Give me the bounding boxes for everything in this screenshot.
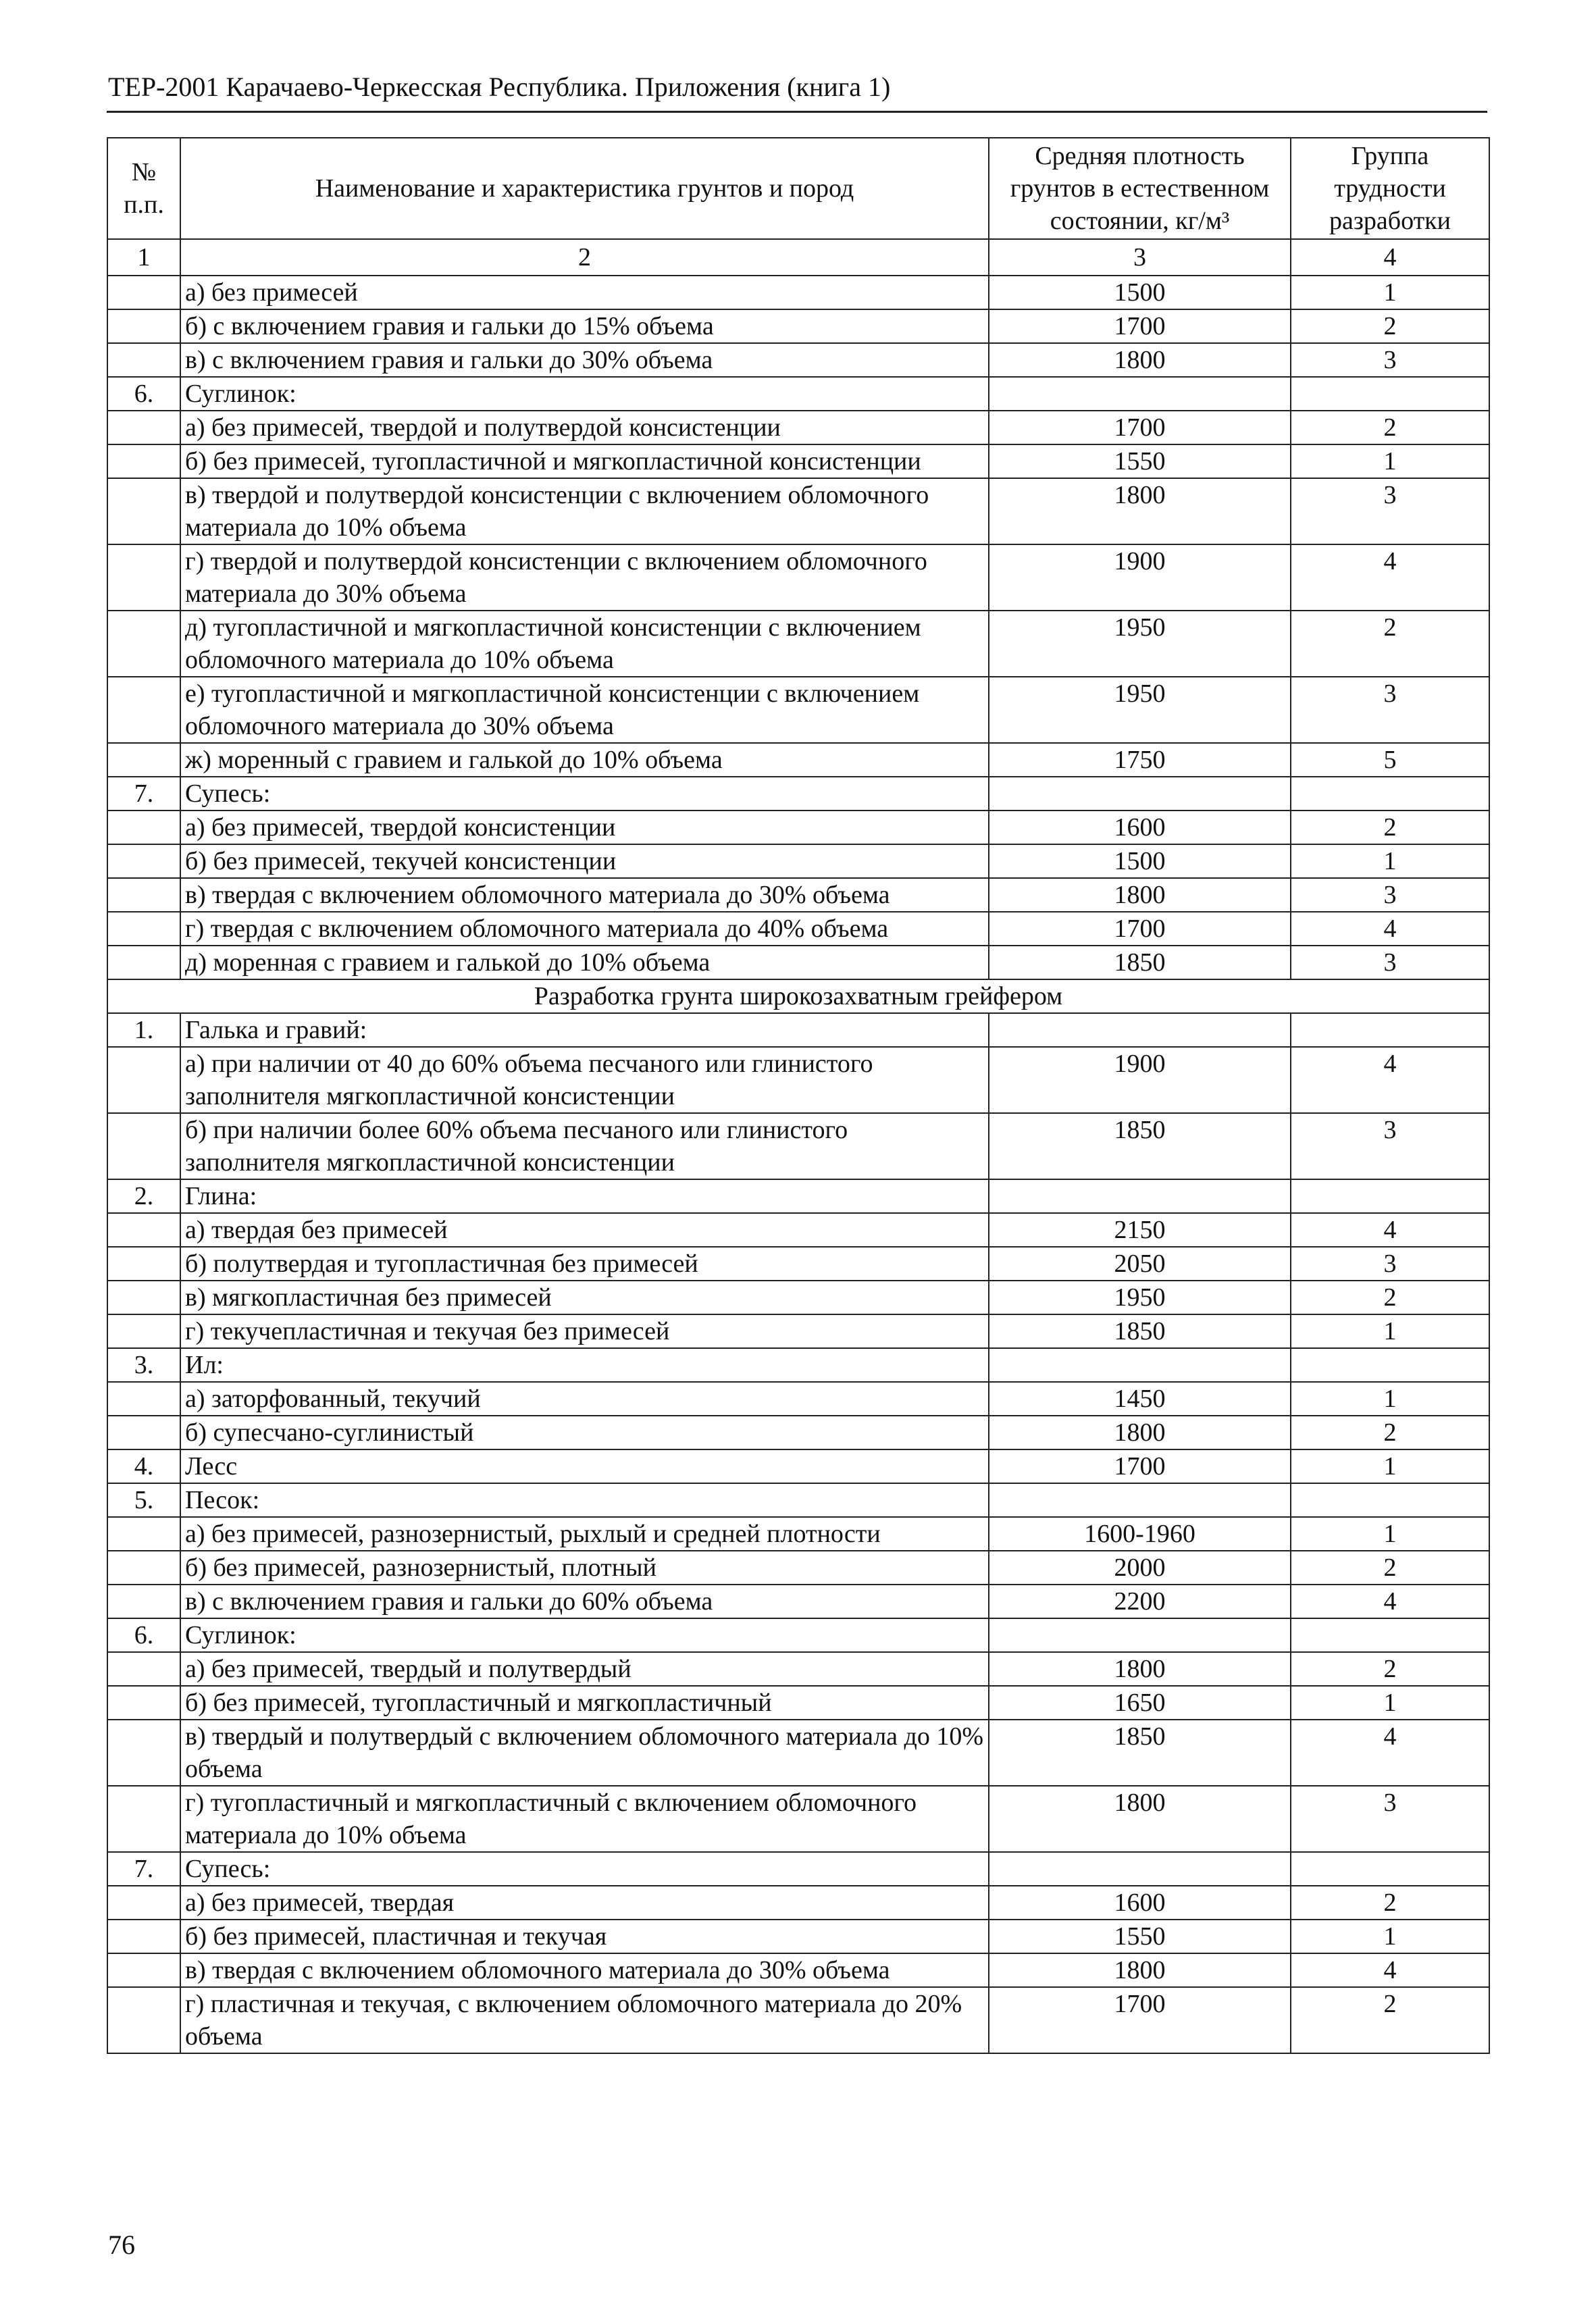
density-cell [989, 377, 1291, 411]
density-cell: 1900 [989, 1047, 1291, 1113]
column-header-name: Наименование и характеристика грунтов и пород [180, 138, 989, 239]
density-cell [989, 1852, 1291, 1886]
difficulty-group-cell [1291, 1013, 1489, 1047]
soil-description-cell: Лесс [180, 1449, 989, 1483]
soil-description-cell: г) тугопластичный и мягкопластичный с включением обломочного материала до 10% объема [180, 1786, 989, 1852]
table-row [107, 912, 1489, 946]
density-cell: 2200 [989, 1585, 1291, 1618]
row-number-cell [107, 276, 180, 309]
row-number-cell [107, 1213, 180, 1247]
row-number-cell [107, 1720, 180, 1786]
density-cell: 1800 [989, 343, 1291, 377]
column-number-row [107, 239, 1489, 276]
density-cell: 1850 [989, 1113, 1291, 1179]
row-number-cell [107, 1517, 180, 1551]
density-cell: 1650 [989, 1686, 1291, 1720]
table-row [107, 1517, 1489, 1551]
soil-description-cell: б) супесчано-суглинистый [180, 1416, 989, 1449]
soil-description-cell: Супесь: [180, 777, 989, 811]
difficulty-group-cell: 3 [1291, 946, 1489, 979]
table-row [107, 411, 1489, 444]
row-number-cell: 4. [107, 1449, 180, 1483]
density-cell: 1950 [989, 1281, 1291, 1314]
table-row [107, 544, 1489, 611]
soil-description-cell: в) твердый и полутвердый с включением обломочного материала до 10% объема [180, 1720, 989, 1786]
soil-description-cell: б) полутвердая и тугопластичная без примесей [180, 1247, 989, 1281]
column-number: 4 [1291, 239, 1489, 276]
soil-description-cell: е) тугопластичной и мягкопластичной консистенции с включением обломочного материала до 30% объема [180, 677, 989, 743]
row-number-cell [107, 1382, 180, 1416]
density-cell: 1600 [989, 1886, 1291, 1920]
difficulty-group-cell: 3 [1291, 677, 1489, 743]
table-row [107, 276, 1489, 309]
row-number-cell [107, 811, 180, 844]
row-number-cell [107, 1886, 180, 1920]
difficulty-group-cell: 1 [1291, 1920, 1489, 1953]
density-cell: 1600 [989, 811, 1291, 844]
table-row [107, 478, 1489, 544]
table-row [107, 1213, 1489, 1247]
row-number-cell [107, 1987, 180, 2053]
difficulty-group-cell [1291, 777, 1489, 811]
density-cell: 1800 [989, 1953, 1291, 1987]
table-row [107, 844, 1489, 878]
difficulty-group-cell [1291, 1852, 1489, 1886]
table-row [107, 946, 1489, 979]
table-row [107, 1449, 1489, 1483]
density-cell: 1800 [989, 478, 1291, 544]
soil-description-cell: г) твердая с включением обломочного материала до 40% объема [180, 912, 989, 946]
table-row [107, 309, 1489, 343]
table-row [107, 1382, 1489, 1416]
difficulty-group-cell: 4 [1291, 1047, 1489, 1113]
row-number-cell [107, 878, 180, 912]
difficulty-group-cell [1291, 1618, 1489, 1652]
row-number-cell [107, 1247, 180, 1281]
column-header-group: Группа трудности разработки [1291, 138, 1489, 239]
soil-description-cell: а) без примесей, разнозернистый, рыхлый и средней плотности [180, 1517, 989, 1551]
table-row [107, 1786, 1489, 1852]
row-number-cell [107, 677, 180, 743]
difficulty-group-cell: 3 [1291, 1247, 1489, 1281]
row-number-cell [107, 1314, 180, 1348]
density-cell [989, 1179, 1291, 1213]
row-number-cell [107, 611, 180, 677]
soil-description-cell: г) твердой и полутвердой консистенции с включением обломочного материала до 30% объема [180, 544, 989, 611]
density-cell [989, 1483, 1291, 1517]
difficulty-group-cell: 1 [1291, 1314, 1489, 1348]
table-row [107, 1686, 1489, 1720]
row-number-cell: 6. [107, 377, 180, 411]
table-row [107, 377, 1489, 411]
density-cell: 1800 [989, 878, 1291, 912]
difficulty-group-cell: 2 [1291, 1886, 1489, 1920]
table-row [107, 1113, 1489, 1179]
row-number-cell [107, 1551, 180, 1585]
row-number-cell [107, 743, 180, 777]
density-cell: 1700 [989, 1449, 1291, 1483]
soil-description-cell: б) без примесей, пластичная и текучая [180, 1920, 989, 1953]
difficulty-group-cell: 3 [1291, 1786, 1489, 1852]
difficulty-group-cell: 2 [1291, 1551, 1489, 1585]
table-body [107, 276, 1489, 2053]
table-row [107, 1720, 1489, 1786]
soil-description-cell: а) без примесей, твердой и полутвердой консистенции [180, 411, 989, 444]
difficulty-group-cell: 4 [1291, 544, 1489, 611]
row-number-cell: 7. [107, 1852, 180, 1886]
table-row [107, 1281, 1489, 1314]
table-row [107, 1416, 1489, 1449]
table-row [107, 1852, 1489, 1886]
page-header: ТЕР-2001 Карачаево-Черкесская Республика. Приложения (книга 1) [108, 72, 891, 102]
density-cell: 2000 [989, 1551, 1291, 1585]
table-row [107, 1348, 1489, 1382]
table-row [107, 1886, 1489, 1920]
row-number-cell [107, 1786, 180, 1852]
density-cell: 1800 [989, 1786, 1291, 1852]
table-row [107, 343, 1489, 377]
density-cell: 1800 [989, 1416, 1291, 1449]
difficulty-group-cell: 5 [1291, 743, 1489, 777]
soil-table [107, 137, 1490, 2054]
section-row [107, 979, 1489, 1013]
soil-description-cell: в) с включением гравия и гальки до 30% объема [180, 343, 989, 377]
density-cell [989, 1013, 1291, 1047]
soil-description-cell: Ил: [180, 1348, 989, 1382]
soil-description-cell: Песок: [180, 1483, 989, 1517]
soil-description-cell: г) пластичная и текучая, с включением обломочного материала до 20% объема [180, 1987, 989, 2053]
soil-description-cell: в) твердой и полутвердой консистенции с включением обломочного материала до 10% объема [180, 478, 989, 544]
table-row [107, 1247, 1489, 1281]
soil-description-cell: б) при наличии более 60% объема песчаного или глинистого заполнителя мягкопластичной консистенции [180, 1113, 989, 1179]
difficulty-group-cell: 3 [1291, 1113, 1489, 1179]
soil-description-cell: б) без примесей, текучей консистенции [180, 844, 989, 878]
row-number-cell [107, 1686, 180, 1720]
section-title: Разработка грунта широкозахватным грейфером [107, 979, 1489, 1013]
density-cell: 1500 [989, 844, 1291, 878]
row-number-cell [107, 1113, 180, 1179]
row-number-cell: 6. [107, 1618, 180, 1652]
row-number-cell [107, 844, 180, 878]
difficulty-group-cell: 4 [1291, 1720, 1489, 1786]
table-row [107, 677, 1489, 743]
row-number-cell [107, 1920, 180, 1953]
soil-description-cell: Суглинок: [180, 377, 989, 411]
soil-description-cell: б) без примесей, разнозернистый, плотный [180, 1551, 989, 1585]
table-row [107, 1987, 1489, 2053]
row-number-cell [107, 1953, 180, 1987]
soil-description-cell: г) текучепластичная и текучая без примесей [180, 1314, 989, 1348]
difficulty-group-cell: 4 [1291, 1953, 1489, 1987]
soil-description-cell: а) при наличии от 40 до 60% объема песчаного или глинистого заполнителя мягкопластичной консистенции [180, 1047, 989, 1113]
density-cell: 1850 [989, 1720, 1291, 1786]
table-row [107, 1652, 1489, 1686]
density-cell: 1550 [989, 444, 1291, 478]
row-number-cell: 3. [107, 1348, 180, 1382]
soil-description-cell: ж) моренный с гравием и галькой до 10% объема [180, 743, 989, 777]
table-row [107, 611, 1489, 677]
soil-description-cell: в) твердая с включением обломочного материала до 30% объема [180, 878, 989, 912]
table-row [107, 1179, 1489, 1213]
table-row [107, 1585, 1489, 1618]
difficulty-group-cell: 3 [1291, 343, 1489, 377]
column-header-number: № п.п. [107, 138, 180, 239]
difficulty-group-cell [1291, 1179, 1489, 1213]
difficulty-group-cell: 2 [1291, 1416, 1489, 1449]
row-number-cell [107, 912, 180, 946]
difficulty-group-cell: 2 [1291, 411, 1489, 444]
difficulty-group-cell: 1 [1291, 1686, 1489, 1720]
difficulty-group-cell: 1 [1291, 444, 1489, 478]
row-number-cell: 5. [107, 1483, 180, 1517]
row-number-cell [107, 411, 180, 444]
density-cell: 2150 [989, 1213, 1291, 1247]
difficulty-group-cell [1291, 377, 1489, 411]
row-number-cell [107, 1652, 180, 1686]
density-cell: 1850 [989, 1314, 1291, 1348]
soil-description-cell: б) без примесей, тугопластичной и мягкопластичной консистенции [180, 444, 989, 478]
soil-description-cell: Галька и гравий: [180, 1013, 989, 1047]
difficulty-group-cell: 1 [1291, 1517, 1489, 1551]
difficulty-group-cell [1291, 1483, 1489, 1517]
difficulty-group-cell: 4 [1291, 912, 1489, 946]
soil-description-cell: а) заторфованный, текучий [180, 1382, 989, 1416]
soil-description-cell: а) без примесей, твердой консистенции [180, 811, 989, 844]
soil-description-cell: Супесь: [180, 1852, 989, 1886]
column-number: 2 [180, 239, 989, 276]
row-number-cell [107, 478, 180, 544]
difficulty-group-cell: 1 [1291, 844, 1489, 878]
row-number-cell [107, 1416, 180, 1449]
table-row [107, 1013, 1489, 1047]
difficulty-group-cell: 2 [1291, 1987, 1489, 2053]
density-cell: 1500 [989, 276, 1291, 309]
difficulty-group-cell: 2 [1291, 1281, 1489, 1314]
density-cell: 1850 [989, 946, 1291, 979]
row-number-cell [107, 444, 180, 478]
density-cell: 1700 [989, 1987, 1291, 2053]
table-row [107, 1483, 1489, 1517]
soil-description-cell: в) твердая с включением обломочного материала до 30% объема [180, 1953, 989, 1987]
soil-description-cell: д) тугопластичной и мягкопластичной консистенции с включением обломочного материала до 10% объема [180, 611, 989, 677]
soil-description-cell: Суглинок: [180, 1618, 989, 1652]
soil-description-cell: а) без примесей, твердый и полутвердый [180, 1652, 989, 1686]
soil-description-cell: в) мягкопластичная без примесей [180, 1281, 989, 1314]
table-header-row [107, 138, 1489, 239]
soil-description-cell: а) без примесей, твердая [180, 1886, 989, 1920]
density-cell: 1700 [989, 309, 1291, 343]
soil-description-cell: б) без примесей, тугопластичный и мягкопластичный [180, 1686, 989, 1720]
soil-description-cell: Глина: [180, 1179, 989, 1213]
header-rule [107, 111, 1487, 113]
row-number-cell [107, 946, 180, 979]
soil-description-cell: д) моренная с гравием и галькой до 10% объема [180, 946, 989, 979]
difficulty-group-cell: 2 [1291, 611, 1489, 677]
table-row [107, 777, 1489, 811]
soil-description-cell: а) твердая без примесей [180, 1213, 989, 1247]
density-cell: 1900 [989, 544, 1291, 611]
difficulty-group-cell: 2 [1291, 309, 1489, 343]
table-row [107, 878, 1489, 912]
difficulty-group-cell: 4 [1291, 1213, 1489, 1247]
difficulty-group-cell: 1 [1291, 1449, 1489, 1483]
difficulty-group-cell: 2 [1291, 1652, 1489, 1686]
soil-description-cell: а) без примесей [180, 276, 989, 309]
row-number-cell [107, 1585, 180, 1618]
table-row [107, 1618, 1489, 1652]
density-cell: 1700 [989, 912, 1291, 946]
row-number-cell: 1. [107, 1013, 180, 1047]
row-number-cell [107, 343, 180, 377]
density-cell: 1600-1960 [989, 1517, 1291, 1551]
table-row [107, 1551, 1489, 1585]
row-number-cell: 2. [107, 1179, 180, 1213]
table-row [107, 1314, 1489, 1348]
density-cell: 1950 [989, 677, 1291, 743]
density-cell [989, 777, 1291, 811]
difficulty-group-cell: 3 [1291, 878, 1489, 912]
difficulty-group-cell [1291, 1348, 1489, 1382]
difficulty-group-cell: 3 [1291, 478, 1489, 544]
table-row [107, 1953, 1489, 1987]
row-number-cell [107, 309, 180, 343]
difficulty-group-cell: 4 [1291, 1585, 1489, 1618]
column-header-density: Средняя плотность грунтов в естественном состоянии, кг/м³ [989, 138, 1291, 239]
soil-description-cell: в) с включением гравия и гальки до 60% объема [180, 1585, 989, 1618]
density-cell: 1700 [989, 411, 1291, 444]
column-number: 3 [989, 239, 1291, 276]
row-number-cell: 7. [107, 777, 180, 811]
table-row [107, 1920, 1489, 1953]
difficulty-group-cell: 1 [1291, 276, 1489, 309]
column-number: 1 [107, 239, 180, 276]
difficulty-group-cell: 2 [1291, 811, 1489, 844]
density-cell [989, 1618, 1291, 1652]
density-cell: 1550 [989, 1920, 1291, 1953]
soil-description-cell: б) с включением гравия и гальки до 15% объема [180, 309, 989, 343]
density-cell: 1450 [989, 1382, 1291, 1416]
density-cell [989, 1348, 1291, 1382]
row-number-cell [107, 1281, 180, 1314]
table-row [107, 743, 1489, 777]
difficulty-group-cell: 1 [1291, 1382, 1489, 1416]
density-cell: 2050 [989, 1247, 1291, 1281]
table-row [107, 444, 1489, 478]
density-cell: 1800 [989, 1652, 1291, 1686]
row-number-cell [107, 1047, 180, 1113]
page-number: 76 [108, 2230, 135, 2260]
density-cell: 1950 [989, 611, 1291, 677]
row-number-cell [107, 544, 180, 611]
density-cell: 1750 [989, 743, 1291, 777]
table-row [107, 1047, 1489, 1113]
table-row [107, 811, 1489, 844]
